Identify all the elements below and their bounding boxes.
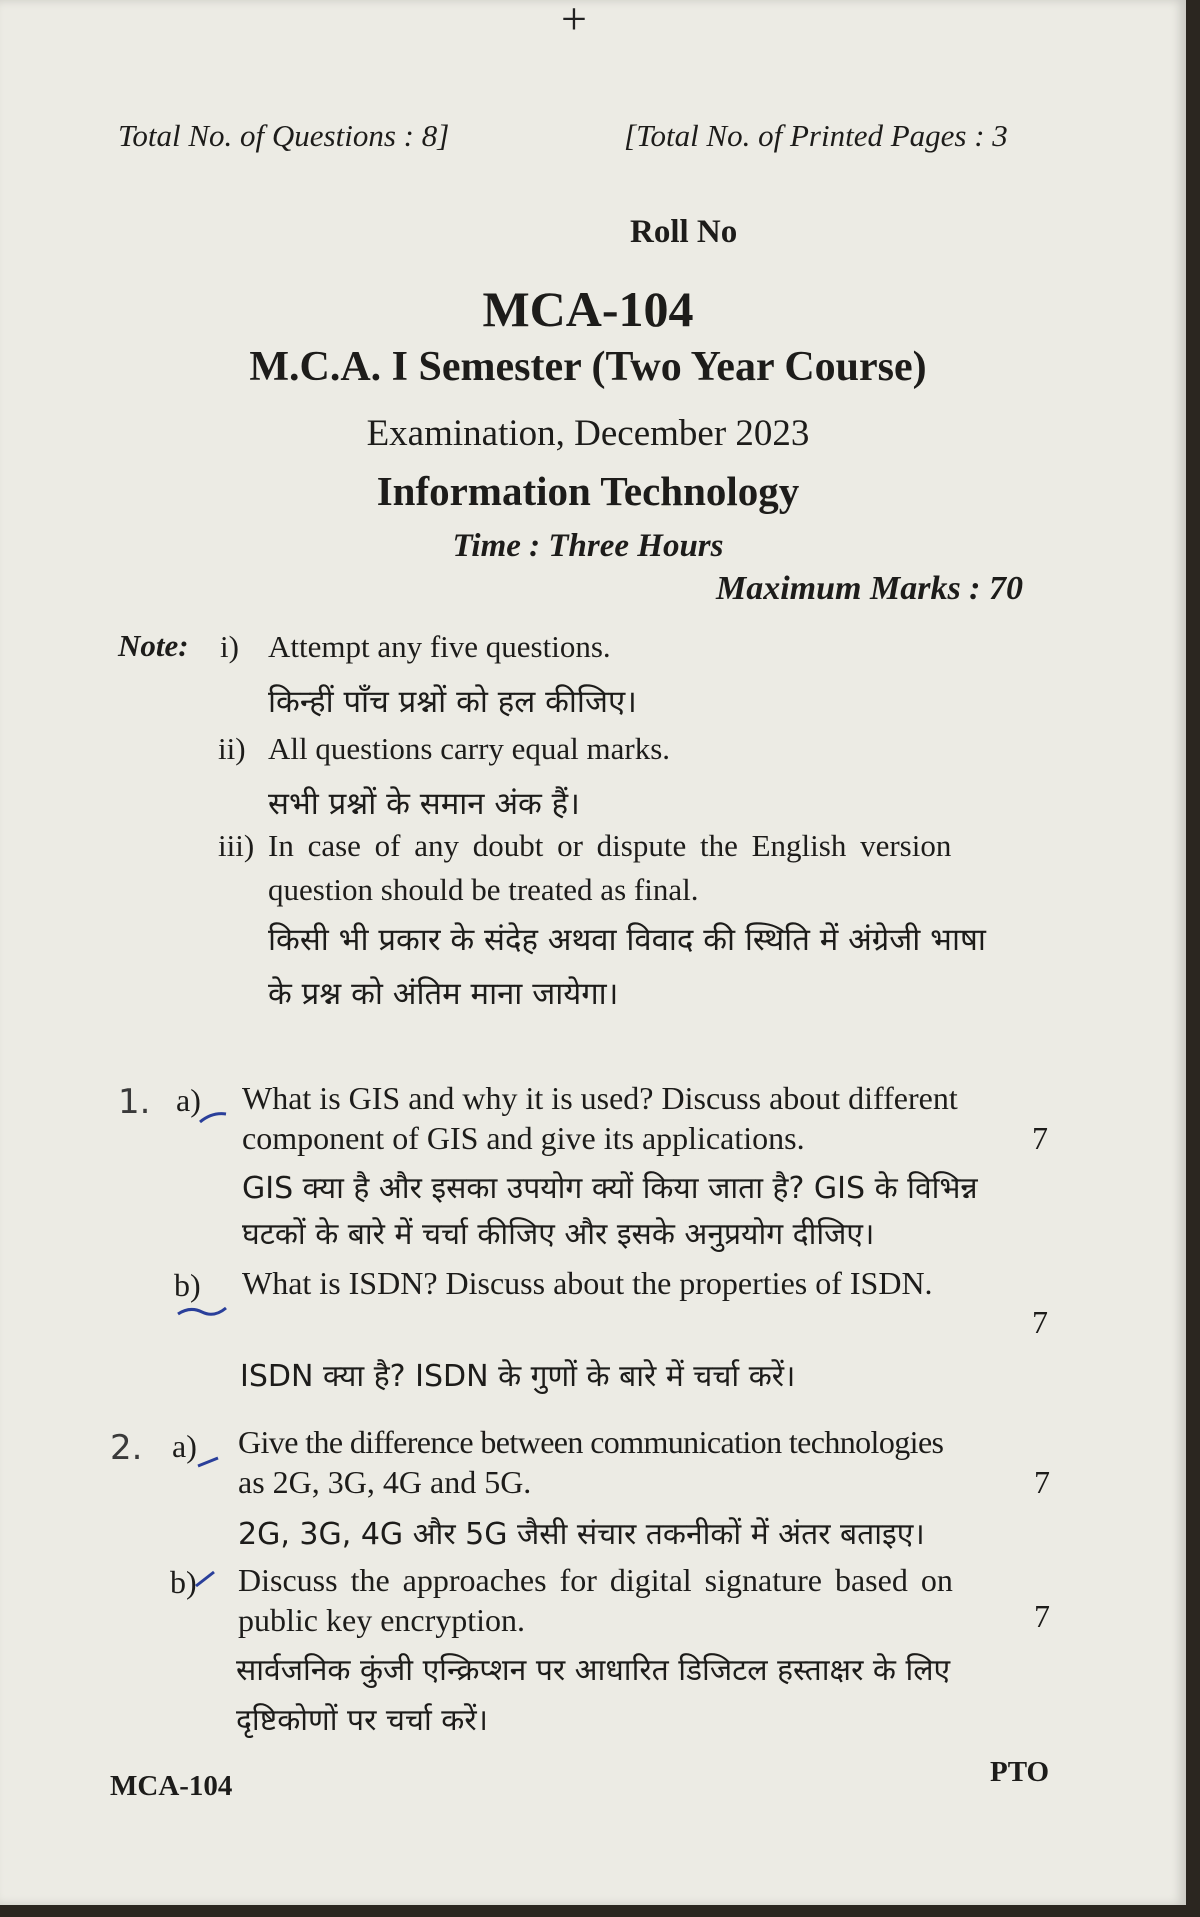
note-item-2-hi: सभी प्रश्नों के समान अंक हैं। — [268, 786, 580, 822]
question-1a-label: a) — [176, 1082, 201, 1118]
question-2a-text-line2: as 2G, 3G, 4G and 5G. — [238, 1464, 532, 1500]
maximum-marks: Maximum Marks : 70 — [716, 570, 1023, 607]
question-1b-marks: 7 — [1032, 1304, 1048, 1340]
question-2a-label: a) — [172, 1428, 197, 1464]
question-1a-hindi-line1: GIS क्या है और इसका उपयोग क्यों किया जाता है? GIS के विभिन्न — [242, 1171, 978, 1206]
note-label: Note: — [118, 628, 189, 663]
question-2b-text-line2: public key encryption. — [238, 1602, 526, 1638]
footer-paper-code: MCA-104 — [110, 1770, 233, 1802]
note-item-1-num: i) — [220, 629, 239, 664]
roll-no-label: Roll No — [630, 214, 738, 250]
question-1b-label: b) — [174, 1267, 201, 1303]
question-2a-hindi-line1: 2G, 3G, 4G और 5G जैसी संचार तकनीकों में अंतर बताइए। — [238, 1517, 925, 1552]
note-item-3-num: iii) — [218, 828, 255, 863]
time-allowed: Time : Three Hours — [452, 528, 724, 564]
note-item-1-en: Attempt any five questions. — [268, 629, 611, 664]
note-item-3-hi-line2: के प्रश्न को अंतिम माना जायेगा। — [268, 976, 619, 1012]
note-item-2-en: All questions carry equal marks. — [268, 731, 671, 766]
pen-scribble-icon — [176, 1302, 230, 1320]
subject-title: Information Technology — [376, 468, 800, 514]
question-2b-hindi-line2: दृष्टिकोणों पर चर्चा करें। — [236, 1703, 488, 1738]
question-2a-text-line1: Give the difference between communication technologies — [238, 1424, 944, 1460]
crosshair-mark: + — [561, 0, 587, 44]
question-1a-marks: 7 — [1032, 1120, 1048, 1156]
note-item-3-hi-line1: किसी भी प्रकार के संदेह अथवा विवाद की स्थिति में अंग्रेजी भाषा — [268, 922, 986, 958]
question-1a-text-line2: component of GIS and give its applications. — [242, 1120, 805, 1156]
pen-tick-icon — [196, 1108, 232, 1130]
note-item-2-num: ii) — [218, 731, 246, 766]
question-2a-marks: 7 — [1034, 1464, 1050, 1500]
question-2b-label: b) — [170, 1564, 197, 1600]
question-1b-text-line1: What is ISDN? Discuss about the properties of ISDN. — [242, 1265, 933, 1301]
paper-code: MCA-104 — [482, 281, 694, 337]
question-1a-text-line1: What is GIS and why it is used? Discuss about different — [242, 1080, 958, 1116]
question-2-number: 2. — [110, 1428, 143, 1468]
question-2b-text-line1: Discuss the approaches for digital signature based on — [238, 1562, 953, 1598]
question-2b-hindi-line1: सार्वजनिक कुंजी एन्क्रिप्शन पर आधारित डिजिटल हस्ताक्षर के लिए — [236, 1653, 951, 1688]
question-1b-hindi-line1: ISDN क्या है? ISDN के गुणों के बारे में चर्चा करें। — [240, 1359, 796, 1394]
question-1a-hindi-line2: घटकों के बारे में चर्चा कीजिए और इसके अनुप्रयोग दीजिए। — [242, 1217, 875, 1252]
note-item-1-hi: किन्हीं पाँच प्रश्नों को हल कीजिए। — [268, 684, 637, 720]
note-item-3-en-line1: In case of any doubt or dispute the English version — [268, 828, 952, 863]
semester-title: M.C.A. I Semester (Two Year Course) — [249, 344, 927, 390]
exam-session: Examination, December 2023 — [366, 413, 810, 454]
question-2b-marks: 7 — [1034, 1598, 1050, 1634]
pen-tick-icon — [194, 1452, 224, 1472]
pen-tick-icon — [192, 1566, 220, 1594]
question-1-number: 1. — [118, 1082, 151, 1122]
total-printed-pages: [Total No. of Printed Pages : 3 — [624, 118, 1008, 153]
total-questions: Total No. of Questions : 8] — [118, 118, 450, 153]
note-item-3-en-line2: question should be treated as final. — [268, 872, 699, 907]
footer-pto: PTO — [990, 1756, 1050, 1788]
